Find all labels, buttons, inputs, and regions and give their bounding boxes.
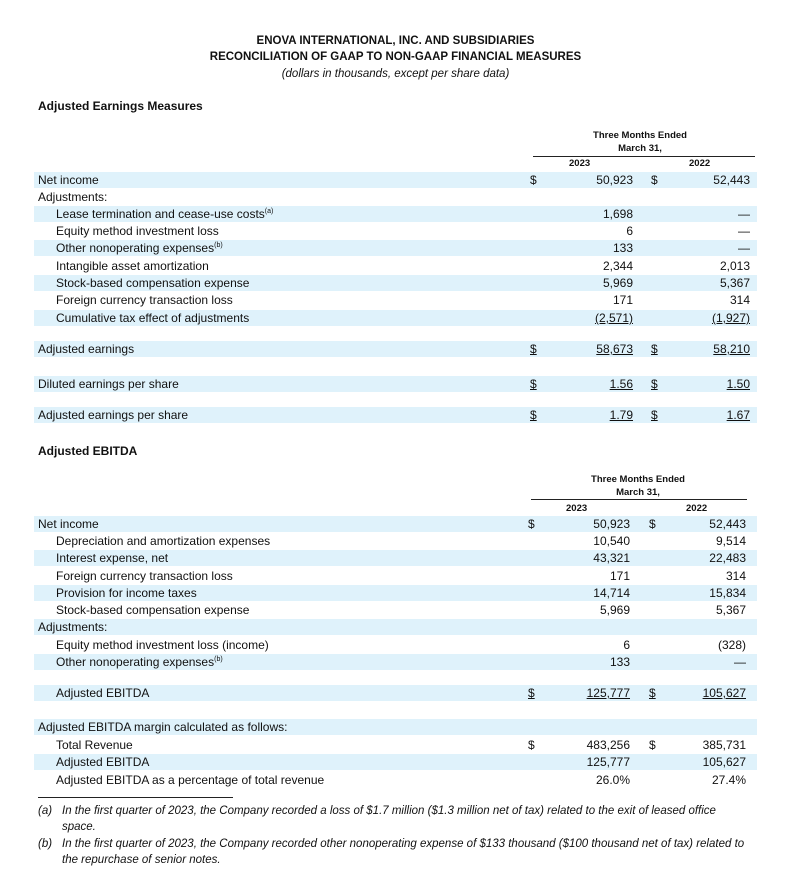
value-2022: 27.4% — [711, 773, 746, 787]
ae-row-foreign-currency-transaction-loss — [34, 292, 757, 308]
period-header-line1: Three Months Ended — [593, 130, 687, 141]
row-label — [38, 342, 134, 356]
report-title: RECONCILIATION OF GAAP TO NON-GAAP FINANCIAL MEASURES — [209, 51, 582, 63]
row-label — [38, 408, 188, 422]
value-2022: 105,627 — [702, 755, 746, 769]
value-2023: 26.0% — [595, 773, 630, 787]
footnote-b-text: In the first quarter of 2023, the Company recorded other nonoperating expense of $133 thousand ($100 thousand net of tax) related to the repurchase of senior notes. — [62, 838, 745, 866]
row-label-text: Stock-based compensation expense — [56, 603, 250, 617]
value-2022: — — [734, 655, 746, 669]
report-subtitle: (dollars in thousands, except per share data) — [281, 68, 510, 80]
row-label — [56, 311, 249, 325]
year-2022-header: 2022 — [689, 158, 711, 169]
ae-row-adjustments — [34, 189, 757, 205]
value-2022: 52,443 — [713, 173, 750, 187]
year-2022-header-ebitda: 2022 — [686, 503, 708, 514]
eb-row-provision-for-income-taxes — [34, 585, 757, 601]
row-label — [38, 173, 99, 187]
period-header-line2: March 31, — [618, 143, 662, 154]
row-label — [38, 377, 179, 391]
header-rule — [533, 156, 755, 157]
row-label — [56, 586, 197, 600]
value-2023: 6 — [626, 224, 633, 238]
row-label-text: Stock-based compensation expense — [56, 276, 250, 290]
row-label-text: Adjusted earnings — [38, 342, 135, 356]
currency-2022: $ — [651, 377, 658, 391]
year-2023-header: 2023 — [569, 158, 591, 169]
value-2023: 1,698 — [602, 207, 633, 221]
ae-row-equity-method-investment-loss — [34, 223, 757, 239]
currency-2023: $ — [530, 377, 537, 391]
value-2022: 15,834 — [709, 586, 746, 600]
value-2023: 171 — [612, 293, 633, 307]
row-label-text: Interest expense, net — [56, 551, 169, 565]
eb-row-adjustments — [34, 619, 757, 635]
period-header — [560, 129, 720, 155]
ae-row-other-nonoperating-expenses — [34, 240, 757, 256]
eb-row-stock-based-compensation-expense — [34, 602, 757, 618]
currency-2022: $ — [651, 173, 658, 187]
section-title-adjusted-ebitda: Adjusted EBITDA — [38, 444, 138, 458]
eb-row-adjusted-ebitda-as-a-percentage-of-total-revenue — [34, 772, 757, 788]
footnote-a — [38, 803, 758, 835]
row-label-text: Equity method investment loss (income) — [56, 638, 269, 652]
row-label-text: Depreciation and amortization expenses — [56, 534, 271, 548]
row-label — [56, 241, 223, 255]
eb-row-equity-method-investment-loss-income — [34, 637, 757, 653]
value-2023: 133 — [612, 241, 633, 255]
ae-row-intangible-asset-amortization — [34, 258, 757, 274]
row-label-text: Net income — [38, 517, 99, 531]
value-2023: 125,777 — [586, 686, 630, 700]
row-label — [38, 720, 287, 734]
value-2022: 5,367 — [719, 276, 750, 290]
ae-row-cumulative-tax-effect-of-adjustments — [34, 310, 757, 326]
currency-2023: $ — [528, 517, 535, 531]
row-label — [56, 569, 233, 583]
row-label-text: Other nonoperating expenses — [56, 655, 215, 669]
value-2023: 14,714 — [593, 586, 630, 600]
currency-2022: $ — [649, 738, 656, 752]
row-label — [56, 655, 223, 669]
ae-row-stock-based-compensation-expense — [34, 275, 757, 291]
value-2022: 1.67 — [726, 408, 750, 422]
row-label-text: Adjusted EBITDA margin calculated as follows: — [38, 720, 288, 734]
value-2023: 50,923 — [593, 517, 630, 531]
row-label-text: Net income — [38, 173, 99, 187]
value-2022: 314 — [725, 569, 746, 583]
currency-2022: $ — [651, 408, 658, 422]
ae-row-adjusted-earnings — [34, 341, 757, 357]
eb-row-other-nonoperating-expenses — [34, 654, 757, 670]
row-label — [56, 224, 219, 238]
period-header-ebitda — [558, 473, 718, 499]
value-2023: (2,571) — [594, 311, 633, 325]
currency-2022: $ — [649, 517, 656, 531]
row-label — [56, 259, 209, 273]
value-2023: 10,540 — [593, 534, 630, 548]
footnote-ref: (b) — [214, 242, 223, 249]
row-label — [38, 620, 107, 634]
eb-row-net-income — [34, 516, 757, 532]
footnote-rule — [38, 797, 233, 798]
value-2022: 105,627 — [702, 686, 746, 700]
row-label — [56, 603, 249, 617]
row-label — [56, 738, 133, 752]
currency-2023: $ — [530, 342, 537, 356]
value-2022: 9,514 — [715, 534, 746, 548]
footnote-ref: (a) — [264, 208, 274, 215]
value-2022: 58,210 — [713, 342, 750, 356]
row-label-text: Adjusted EBITDA as a percentage of total revenue — [56, 773, 325, 787]
value-2022: — — [738, 207, 750, 221]
row-label — [38, 190, 107, 204]
eb-row-total-revenue — [34, 737, 757, 753]
period-header-ebitda-line2: March 31, — [616, 487, 660, 498]
value-2022: 52,443 — [709, 517, 746, 531]
ae-row-adjusted-earnings-per-share — [34, 407, 757, 423]
row-label — [56, 207, 273, 221]
row-label-text: Lease termination and cease-use costs — [56, 207, 265, 221]
value-2022: — — [738, 241, 750, 255]
row-label — [56, 686, 149, 700]
ae-row-diluted-earnings-per-share — [34, 376, 757, 392]
value-2023: 133 — [609, 655, 630, 669]
eb-row-interest-expense-net — [34, 550, 757, 566]
currency-2023: $ — [530, 408, 537, 422]
row-label — [38, 517, 99, 531]
row-label-text: Equity method investment loss — [56, 224, 219, 238]
row-label — [56, 638, 269, 652]
value-2023: 125,777 — [586, 755, 630, 769]
currency-2023: $ — [528, 686, 535, 700]
value-2022: 385,731 — [702, 738, 746, 752]
year-2023-header-ebitda: 2023 — [566, 503, 588, 514]
row-label-text: Cumulative tax effect of adjustments — [56, 311, 250, 325]
value-2023: 2,344 — [602, 259, 633, 273]
footnote-b — [38, 836, 758, 868]
header-rule-ebitda — [531, 499, 747, 500]
row-label-text: Adjusted EBITDA — [56, 686, 150, 700]
ae-row-net-income — [34, 172, 757, 188]
row-label-text: Foreign currency transaction loss — [56, 293, 233, 307]
currency-2022: $ — [651, 342, 658, 356]
value-2022: (328) — [717, 638, 746, 652]
eb-row-adjusted-ebitda — [34, 685, 757, 701]
value-2023: 171 — [609, 569, 630, 583]
eb-row-foreign-currency-transaction-loss — [34, 568, 757, 584]
value-2022: 22,483 — [709, 551, 746, 565]
row-label-text: Adjustments: — [38, 620, 108, 634]
value-2022: — — [738, 224, 750, 238]
value-2022: (1,927) — [711, 311, 750, 325]
row-label-text: Adjustments: — [38, 190, 108, 204]
eb-row-depreciation-and-amortization-expenses — [34, 533, 757, 549]
value-2023: 6 — [623, 638, 630, 652]
row-label-text: Adjusted EBITDA — [56, 755, 150, 769]
row-label — [56, 551, 168, 565]
value-2022: 314 — [729, 293, 750, 307]
row-label-text: Total Revenue — [56, 738, 133, 752]
footnote-b-mark: (b) — [38, 838, 53, 850]
value-2023: 58,673 — [596, 342, 633, 356]
row-label-text: Diluted earnings per share — [38, 377, 179, 391]
value-2023: 50,923 — [596, 173, 633, 187]
footnote-a-mark: (a) — [38, 805, 53, 817]
value-2023: 43,321 — [593, 551, 630, 565]
row-label-text: Provision for income taxes — [56, 586, 197, 600]
eb-row-adjusted-ebitda-margin-calculated-as-follows — [34, 719, 757, 735]
row-label — [56, 293, 233, 307]
footnote-a-text: In the first quarter of 2023, the Company recorded a loss of $1.7 million ($1.3 million net of tax) related to the exit of leased office space. — [62, 805, 716, 833]
value-2022: 5,367 — [715, 603, 746, 617]
row-label — [56, 534, 270, 548]
row-label-text: Other nonoperating expenses — [56, 241, 215, 255]
value-2022: 2,013 — [719, 259, 750, 273]
row-label — [56, 773, 324, 787]
row-label-text: Foreign currency transaction loss — [56, 569, 233, 583]
section-title-adjusted-earnings: Adjusted Earnings Measures — [38, 99, 203, 113]
value-2022: 1.50 — [726, 377, 750, 391]
row-label — [56, 755, 149, 769]
row-label-text: Adjusted earnings per share — [38, 408, 189, 422]
value-2023: 5,969 — [599, 603, 630, 617]
eb-row-adjusted-ebitda — [34, 754, 757, 770]
currency-2023: $ — [530, 173, 537, 187]
value-2023: 1.79 — [609, 408, 633, 422]
row-label-text: Intangible asset amortization — [56, 259, 209, 273]
value-2023: 1.56 — [609, 377, 633, 391]
period-header-ebitda-line1: Three Months Ended — [591, 474, 685, 485]
ae-row-lease-termination-and-cease-use-costs — [34, 206, 757, 222]
value-2023: 483,256 — [586, 738, 630, 752]
footnote-ref: (b) — [214, 656, 223, 663]
value-2023: 5,969 — [602, 276, 633, 290]
currency-2022: $ — [649, 686, 656, 700]
currency-2023: $ — [528, 738, 535, 752]
row-label — [56, 276, 249, 290]
report-company-title: ENOVA INTERNATIONAL, INC. AND SUBSIDIARIES — [256, 35, 535, 47]
